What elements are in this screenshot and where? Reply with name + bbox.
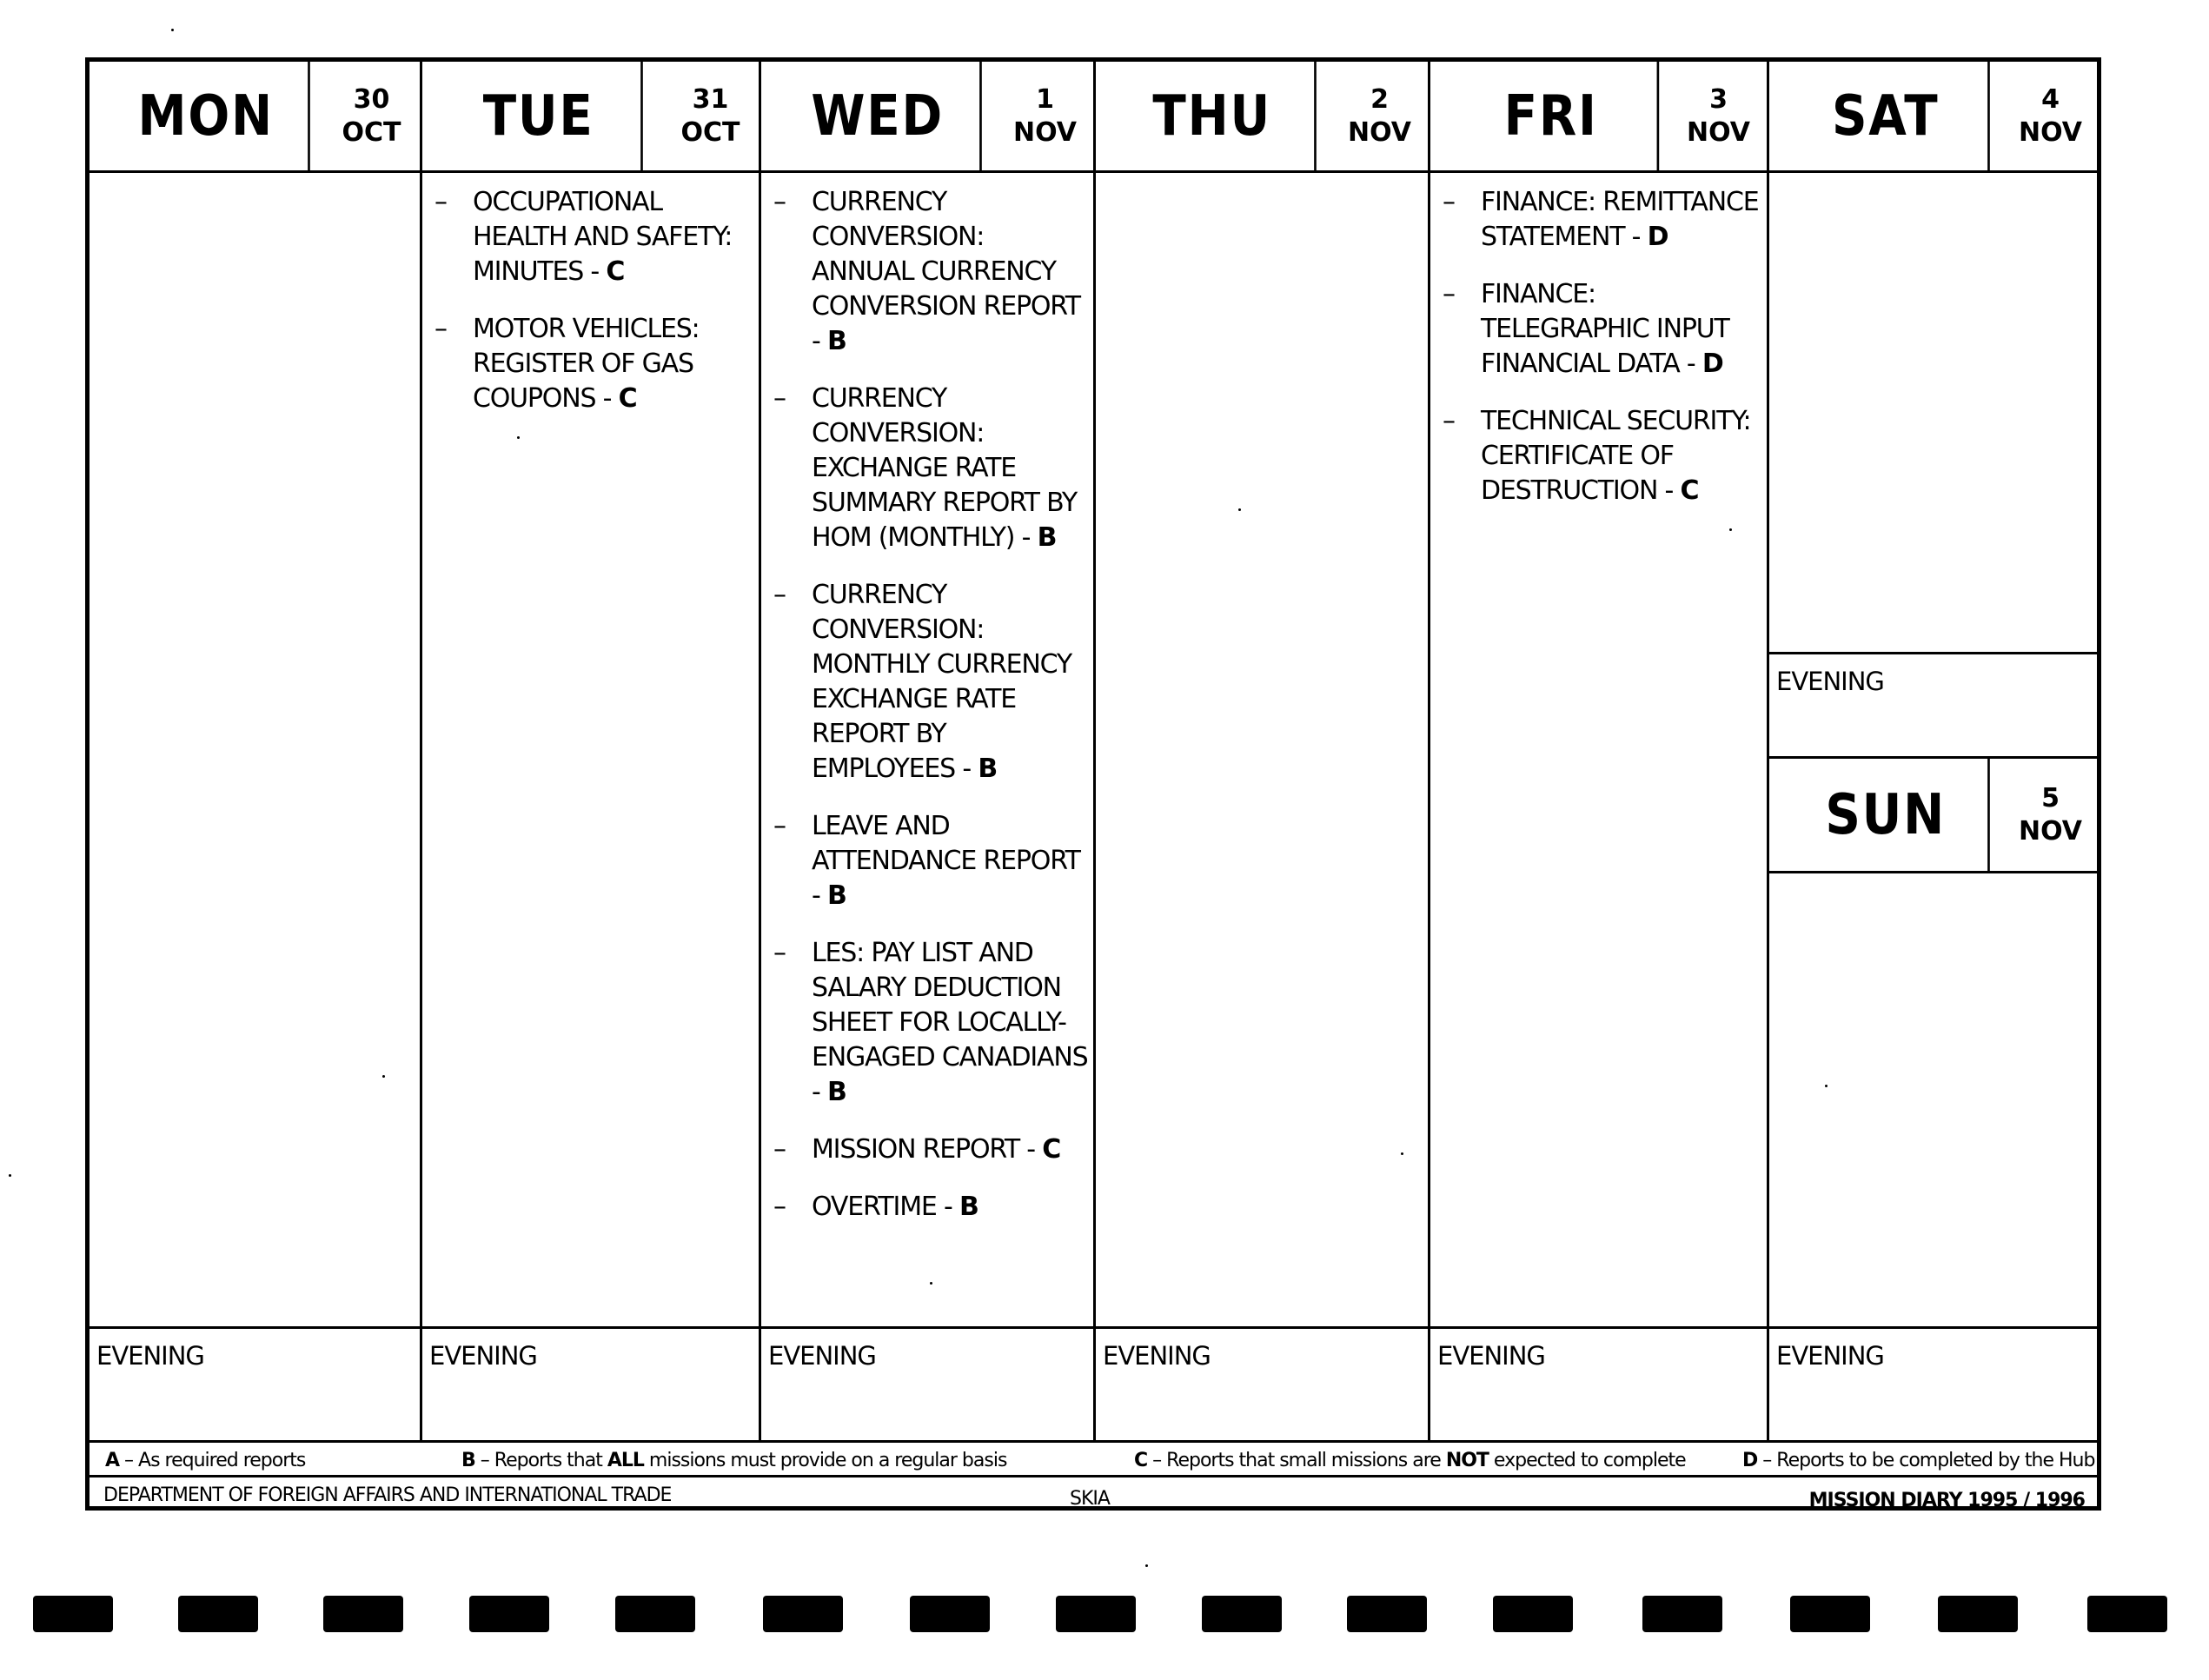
legend-separator: – — [1147, 1450, 1167, 1471]
day-date — [997, 62, 1093, 170]
date-month: NOV — [2018, 116, 2083, 148]
sun-header — [1769, 759, 2097, 873]
report-category: B — [826, 1077, 846, 1107]
perforation-mark — [2087, 1596, 2167, 1632]
report-title: FINANCE: TELEGRAPHIC INPUT FINANCIAL DATA - — [1481, 279, 1729, 379]
date-day: 3 — [1709, 83, 1728, 115]
evening-slot[interactable]: EVENING — [429, 1341, 537, 1371]
day-date — [2004, 759, 2097, 871]
legend-text: Reports that — [494, 1450, 607, 1471]
day-name: MON — [103, 62, 310, 170]
perforation-mark — [33, 1596, 113, 1632]
sun-body[interactable] — [1769, 873, 2097, 1329]
legend-key: B — [461, 1450, 475, 1471]
legend-b — [461, 1450, 1006, 1471]
legend-key: C — [1134, 1450, 1148, 1471]
report-item — [773, 578, 1088, 787]
report-title: LEAVE AND ATTENDANCE REPORT - — [812, 811, 1080, 911]
date-month: NOV — [2018, 815, 2083, 847]
sun-evening-slot[interactable]: EVENING — [1776, 1341, 1884, 1371]
day-column-thu — [1096, 62, 1430, 1440]
report-category: B — [826, 880, 846, 911]
report-category: B — [826, 326, 846, 356]
day-header — [90, 62, 420, 173]
report-list — [1096, 173, 1428, 185]
report-category: C — [606, 256, 625, 287]
scan-speck — [1729, 528, 1732, 531]
perforation-mark — [763, 1596, 843, 1632]
day-name: SAT — [1783, 62, 1990, 170]
report-item — [773, 936, 1088, 1110]
legend-text: Reports that small missions are — [1166, 1450, 1446, 1471]
legend-c — [1134, 1450, 1686, 1471]
day-column-mon — [90, 62, 422, 1440]
date-day: 4 — [2041, 83, 2060, 115]
date-day: 1 — [1036, 83, 1054, 115]
report-title: CURRENCY CONVERSION: EXCHANGE RATE SUMMARY REPORT BY HOM (MONTHLY) - — [812, 383, 1077, 553]
day-column-tue — [422, 62, 761, 1440]
day-body[interactable] — [1430, 173, 1767, 1329]
sat-header — [1769, 62, 2097, 173]
report-title: FINANCE: REMITTANCE STATEMENT - — [1481, 187, 1759, 252]
scan-speck — [9, 1174, 11, 1177]
sat-evening-slot[interactable]: EVENING — [1769, 654, 2097, 759]
scan-speck — [1145, 1564, 1148, 1567]
report-title: CURRENCY CONVERSION: MONTHLY CURRENCY EXCHANGE RATE REPORT BY EMPLOYEES - — [812, 580, 1071, 784]
day-body[interactable] — [90, 173, 420, 1329]
date-month: NOV — [1347, 116, 1412, 148]
report-item — [1443, 277, 1761, 382]
day-name: SUN — [1783, 759, 1990, 871]
footer — [90, 1477, 2097, 1511]
day-column-fri — [1430, 62, 1769, 1440]
report-list — [761, 173, 1093, 1225]
report-item — [1443, 404, 1761, 508]
scan-speck — [171, 29, 174, 31]
report-title: CURRENCY CONVERSION: ANNUAL CURRENCY CONVERSION REPORT - — [812, 187, 1080, 356]
report-item — [435, 185, 753, 289]
perforation-mark — [1938, 1596, 2018, 1632]
perforation-strip — [0, 1596, 2209, 1634]
report-item — [773, 809, 1088, 913]
report-category: B — [959, 1192, 978, 1222]
report-item — [773, 1132, 1088, 1167]
day-date — [1670, 62, 1767, 170]
date-day: 30 — [353, 83, 390, 115]
scan-speck — [1825, 1085, 1828, 1087]
diary-title: MISSION DIARY 1995 / 1996 — [1808, 1490, 2085, 1511]
perforation-mark — [1790, 1596, 1870, 1632]
perforation-mark — [910, 1596, 990, 1632]
day-header — [1096, 62, 1428, 173]
legend-separator: – — [119, 1450, 139, 1471]
perforation-mark — [1347, 1596, 1427, 1632]
legend-key: D — [1742, 1450, 1758, 1471]
perforation-mark — [1642, 1596, 1722, 1632]
day-header — [761, 62, 1093, 173]
evening-slot[interactable]: EVENING — [1437, 1341, 1545, 1371]
day-column-wed — [761, 62, 1096, 1440]
date-day: 2 — [1370, 83, 1389, 115]
date-day: 31 — [692, 83, 729, 115]
day-column-weekend — [1769, 62, 2097, 1440]
legend-separator: – — [474, 1450, 494, 1471]
day-body[interactable] — [422, 173, 759, 1329]
report-category: B — [978, 754, 997, 784]
day-date — [323, 62, 420, 170]
date-month: OCT — [680, 116, 740, 148]
perforation-mark — [469, 1596, 549, 1632]
report-title: TECHNICAL SECURITY: CERTIFICATE OF DESTRUCTION - — [1481, 406, 1751, 506]
day-header — [422, 62, 759, 173]
day-header — [1430, 62, 1767, 173]
evening-slot[interactable]: EVENING — [768, 1341, 876, 1371]
report-list — [1430, 173, 1767, 508]
perforation-mark — [615, 1596, 695, 1632]
report-category: B — [1037, 522, 1057, 553]
evening-slot[interactable]: EVENING — [96, 1341, 204, 1371]
report-item — [773, 382, 1088, 555]
report-title: MISSION REPORT - — [812, 1134, 1043, 1165]
day-body[interactable] — [1096, 173, 1428, 1329]
perforation-mark — [323, 1596, 403, 1632]
day-name: FRI — [1445, 62, 1659, 170]
legend-text: Reports to be completed by the Hub — [1776, 1450, 2095, 1471]
date-day: 5 — [2041, 782, 2060, 813]
legend-key: A — [105, 1450, 120, 1471]
day-date — [2004, 62, 2097, 170]
legend-emphasis: ALL — [607, 1450, 644, 1471]
perforation-mark — [1056, 1596, 1136, 1632]
date-month: NOV — [1686, 116, 1751, 148]
report-category: D — [1702, 349, 1723, 379]
day-date — [1331, 62, 1428, 170]
legend-text: missions must provide on a regular basis — [643, 1450, 1007, 1471]
report-category: C — [1042, 1134, 1061, 1165]
legend-separator: – — [1757, 1450, 1777, 1471]
legend-text: expected to complete — [1488, 1450, 1686, 1471]
report-list — [422, 173, 759, 416]
day-body[interactable] — [761, 173, 1093, 1329]
perforation-mark — [1493, 1596, 1573, 1632]
day-name: WED — [775, 62, 982, 170]
date-month: NOV — [1012, 116, 1078, 148]
sat-body[interactable] — [1769, 173, 2097, 654]
report-category: C — [618, 383, 637, 414]
scan-speck — [382, 1075, 385, 1078]
mission-diary-page — [85, 57, 2101, 1511]
perforation-mark — [178, 1596, 258, 1632]
report-item — [435, 312, 753, 416]
legend-text: As required reports — [138, 1450, 306, 1471]
report-item — [1443, 185, 1761, 255]
scan-speck — [930, 1282, 932, 1285]
perforation-mark — [1202, 1596, 1282, 1632]
legend-d — [1742, 1450, 2094, 1471]
scan-speck — [517, 436, 520, 439]
report-title: LES: PAY LIST AND SALARY DEDUCTION SHEET FOR LOCALLY-ENGAGED CANADIANS - — [812, 938, 1088, 1107]
day-name: THU — [1110, 62, 1317, 170]
report-item — [773, 1190, 1088, 1225]
legend-a — [105, 1450, 305, 1471]
legend-emphasis: NOT — [1445, 1450, 1489, 1471]
report-list — [90, 173, 420, 185]
legend — [90, 1440, 2097, 1477]
report-title: MOTOR VEHICLES: REGISTER OF GAS COUPONS - — [473, 314, 700, 414]
day-name: TUE — [436, 62, 643, 170]
report-category: D — [1647, 222, 1668, 252]
report-title: OCCUPATIONAL HEALTH AND SAFETY: MINUTES - — [473, 187, 733, 287]
report-item — [773, 185, 1088, 359]
scan-speck — [1238, 508, 1241, 511]
scan-speck — [1401, 1152, 1403, 1155]
report-category: C — [1680, 475, 1699, 506]
department-name: DEPARTMENT OF FOREIGN AFFAIRS AND INTERNATIONAL TRADE — [103, 1484, 672, 1506]
day-date — [662, 62, 759, 170]
form-code: SKIA — [1070, 1488, 1110, 1510]
date-month: OCT — [342, 116, 401, 148]
evening-slot[interactable]: EVENING — [1103, 1341, 1211, 1371]
report-title: OVERTIME - — [812, 1192, 959, 1222]
